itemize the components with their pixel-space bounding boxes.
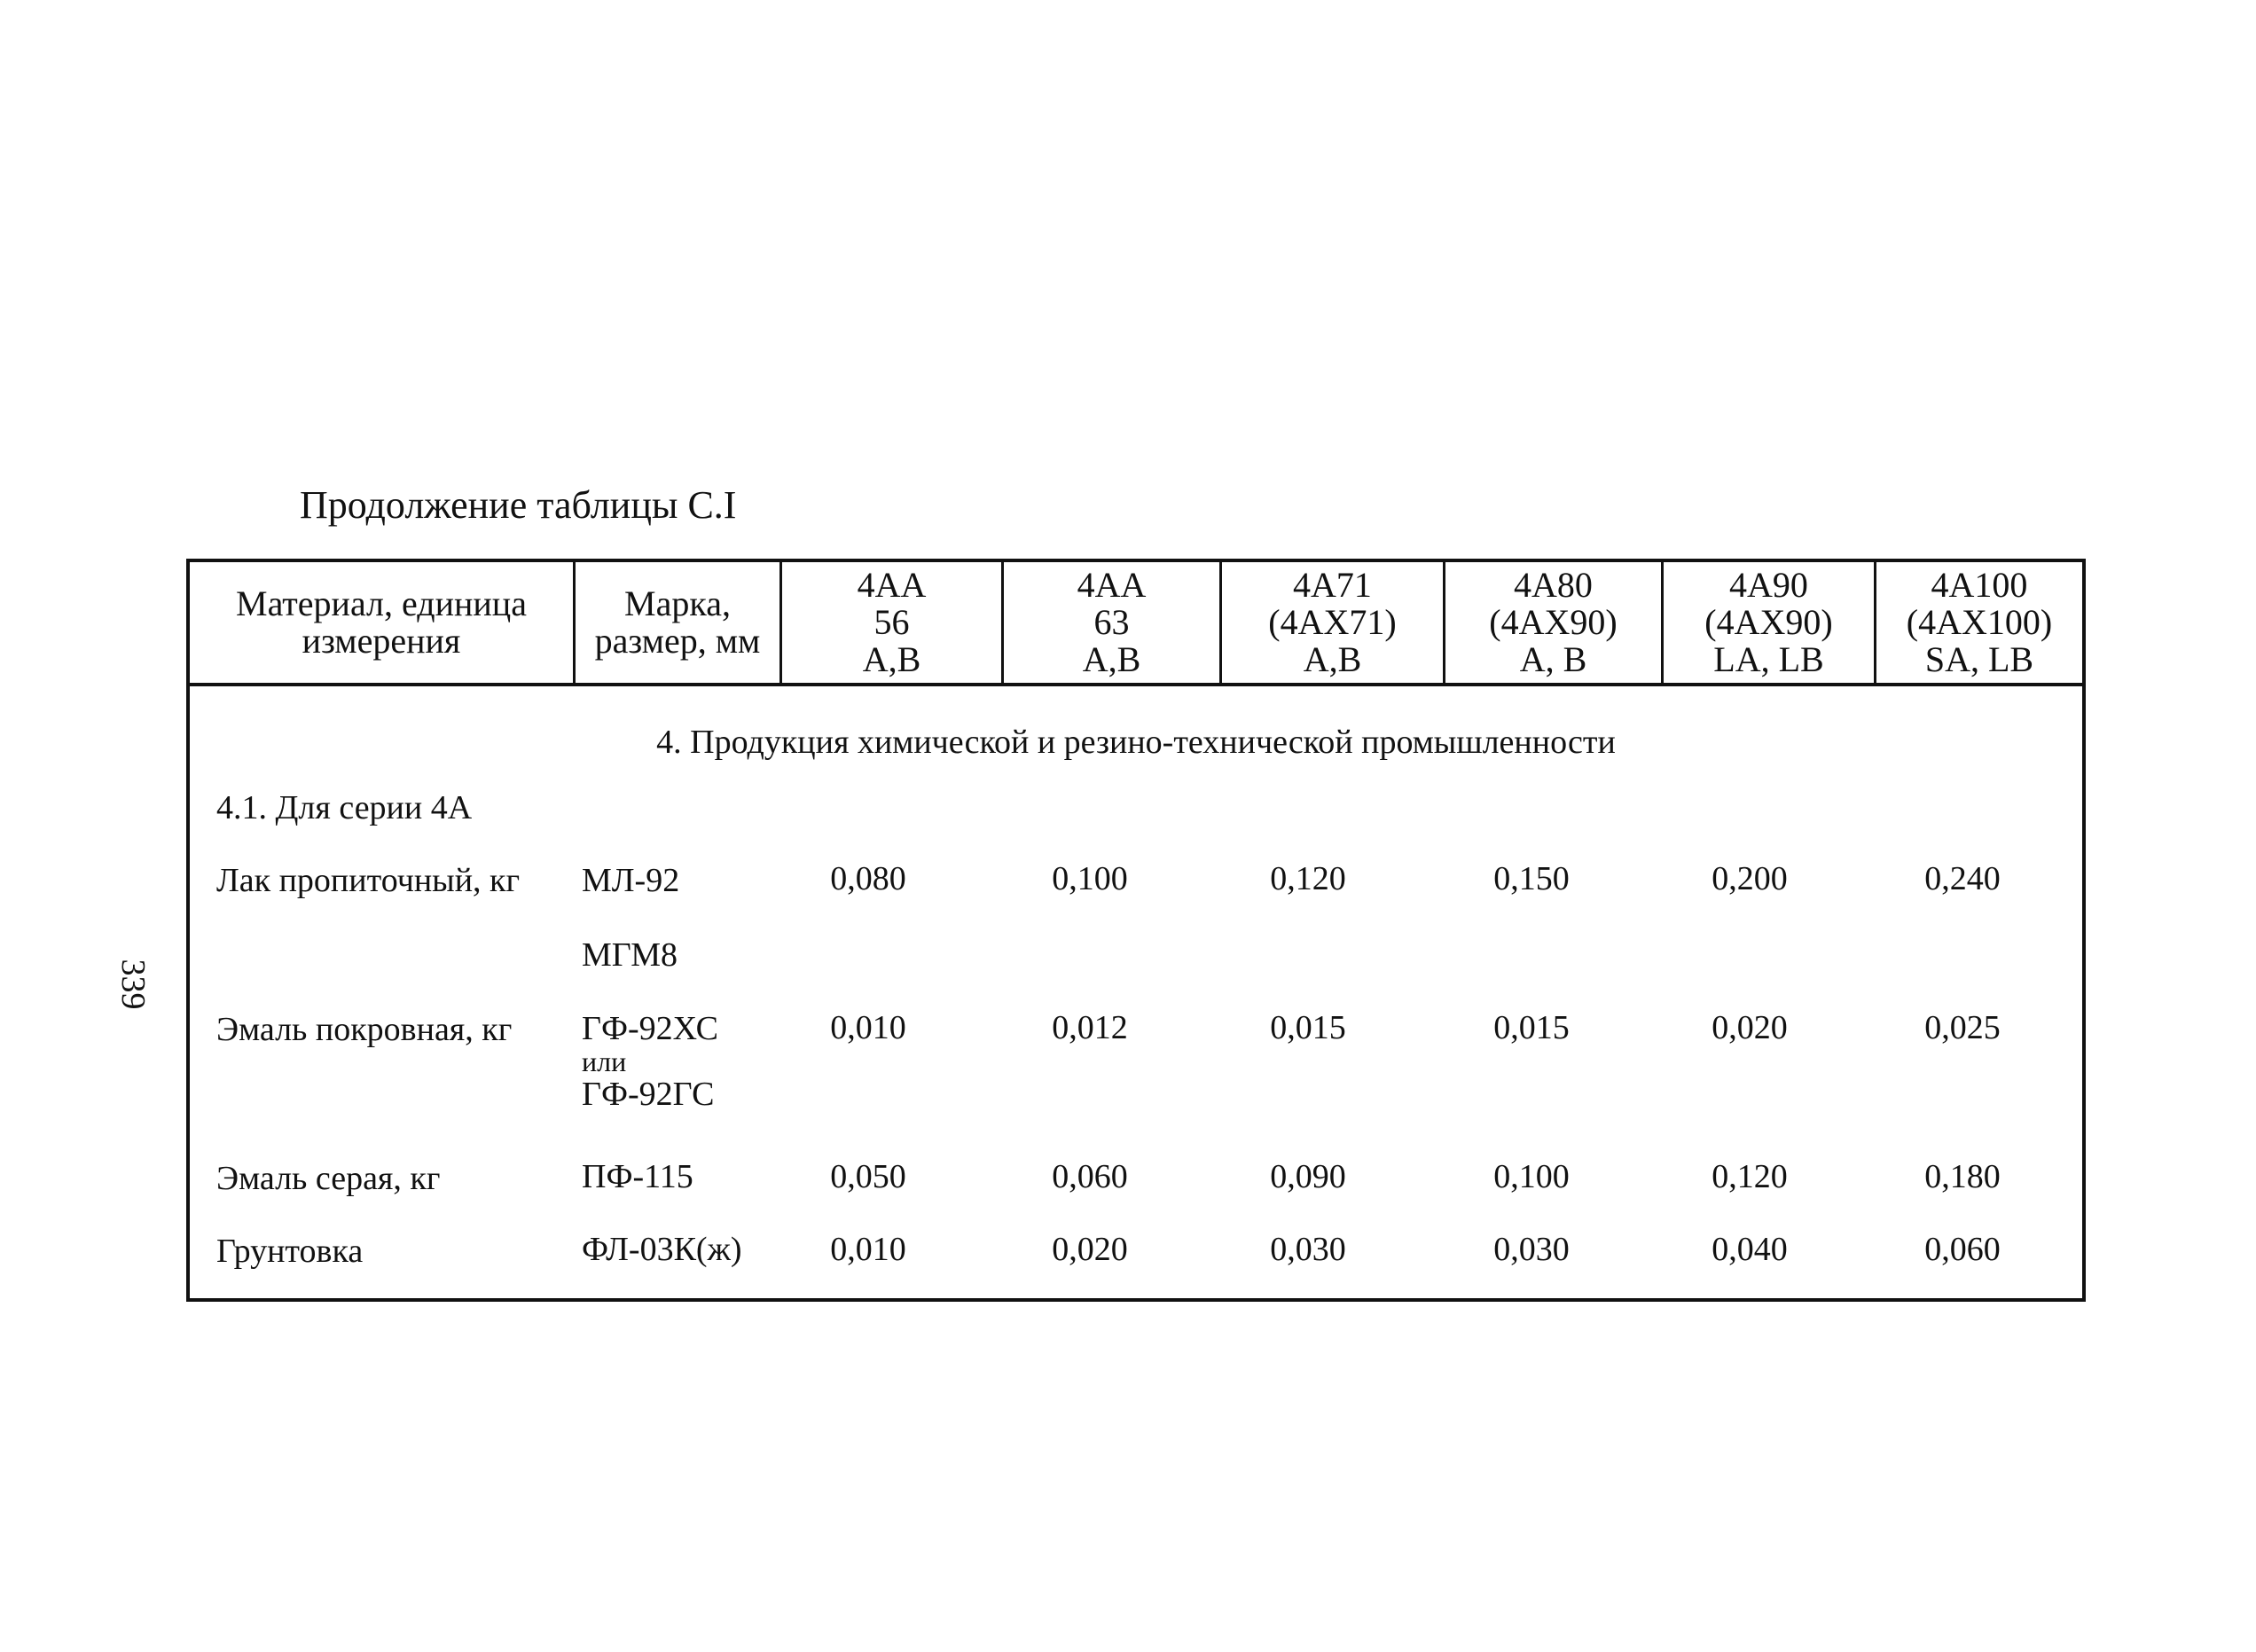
header-series-line: 56: [873, 602, 910, 642]
header-series-line: SA, LB: [1924, 639, 2034, 679]
header-series-4a71: [1219, 562, 1443, 683]
page-number: 339: [114, 959, 152, 1010]
row-marka-line: МЛ-92: [582, 862, 680, 899]
subsection-title: 4.1. Для серии 4А: [216, 789, 473, 826]
table-header-row: [190, 562, 2082, 686]
row-value: 0,015: [1493, 1009, 1570, 1046]
row-marka-line: МГМ8: [582, 936, 678, 974]
row-value: 0,020: [1052, 1231, 1128, 1268]
row-value: 0,120: [1712, 1158, 1788, 1195]
header-material: [190, 562, 573, 683]
materials-table: [186, 559, 2086, 1302]
header-marka-line-1: Марка,: [624, 583, 731, 623]
row-marka-line: ПФ-115: [582, 1158, 693, 1195]
row-value: 0,020: [1712, 1009, 1788, 1046]
header-series-4a100: [1874, 562, 2082, 683]
row-value: 0,060: [1924, 1231, 2001, 1268]
row-value: 0,015: [1270, 1009, 1346, 1046]
row-marka: [582, 862, 679, 899]
header-series-line: 4А71: [1293, 565, 1372, 605]
row-value: 0,030: [1270, 1231, 1346, 1268]
row-marka-line: или: [582, 1045, 627, 1077]
header-marka-line-2: размер, мм: [594, 621, 761, 661]
header-series-line: (4АХ71): [1268, 602, 1397, 642]
row-value: 0,180: [1924, 1158, 2001, 1195]
header-series-line: А,В: [1082, 639, 1141, 679]
header-series-line: 4А80: [1514, 565, 1593, 605]
row-marka-line: ГФ-92ХС: [582, 1010, 718, 1047]
row-material: Лак пропиточный, кг: [216, 862, 521, 899]
row-value: 0,080: [830, 860, 906, 897]
header-series-line: 4А100: [1931, 565, 2028, 605]
row-material: Эмаль покровная, кг: [216, 1011, 513, 1048]
header-series-4a80: [1443, 562, 1661, 683]
header-series-4aa63: [1001, 562, 1219, 683]
header-series-4a90: [1661, 562, 1874, 683]
row-value: 0,050: [830, 1158, 906, 1195]
section-title: 4. Продукция химической и резино-технической промышленности: [656, 724, 1616, 761]
row-marka-line: ГФ-92ГС: [582, 1076, 715, 1113]
header-series-line: А, В: [1519, 639, 1587, 679]
row-material: Эмаль серая, кг: [216, 1160, 441, 1197]
row-marka: [582, 1231, 742, 1268]
row-value: 0,100: [1052, 860, 1128, 897]
header-series-line: (4АХ90): [1704, 602, 1833, 642]
header-series-line: 4А90: [1729, 565, 1808, 605]
row-marka: [582, 936, 678, 974]
row-value: 0,090: [1270, 1158, 1346, 1195]
table-caption: Продолжение таблицы С.I: [300, 483, 737, 527]
header-marka: [573, 562, 779, 683]
row-value: 0,025: [1924, 1009, 2001, 1046]
row-marka-line: ФЛ-03К(ж): [582, 1231, 742, 1268]
row-marka: [582, 1011, 718, 1112]
row-value: 0,040: [1712, 1231, 1788, 1268]
row-value: 0,012: [1052, 1009, 1128, 1046]
row-value: 0,100: [1493, 1158, 1570, 1195]
row-value: 0,010: [830, 1009, 906, 1046]
header-series-line: А,В: [1303, 639, 1362, 679]
row-value: 0,060: [1052, 1158, 1128, 1195]
row-marka: [582, 1158, 693, 1195]
row-value: 0,010: [830, 1231, 906, 1268]
header-series-line: LA, LB: [1713, 639, 1824, 679]
header-series-line: (4АХ90): [1489, 602, 1618, 642]
header-series-line: (4АХ100): [1906, 602, 2053, 642]
row-value: 0,240: [1924, 860, 2001, 897]
row-value: 0,120: [1270, 860, 1346, 897]
row-value: 0,150: [1493, 860, 1570, 897]
header-series-line: 4АА: [1077, 565, 1147, 605]
header-material-line-2: измерения: [302, 621, 461, 661]
row-value: 0,030: [1493, 1231, 1570, 1268]
header-series-line: 4АА: [857, 565, 927, 605]
row-material: Грунтовка: [216, 1233, 364, 1270]
header-series-line: А,В: [862, 639, 921, 679]
header-material-line-1: Материал, единица: [236, 583, 527, 623]
row-value: 0,200: [1712, 860, 1788, 897]
header-series-line: 63: [1093, 602, 1130, 642]
header-series-4aa56: [779, 562, 1001, 683]
